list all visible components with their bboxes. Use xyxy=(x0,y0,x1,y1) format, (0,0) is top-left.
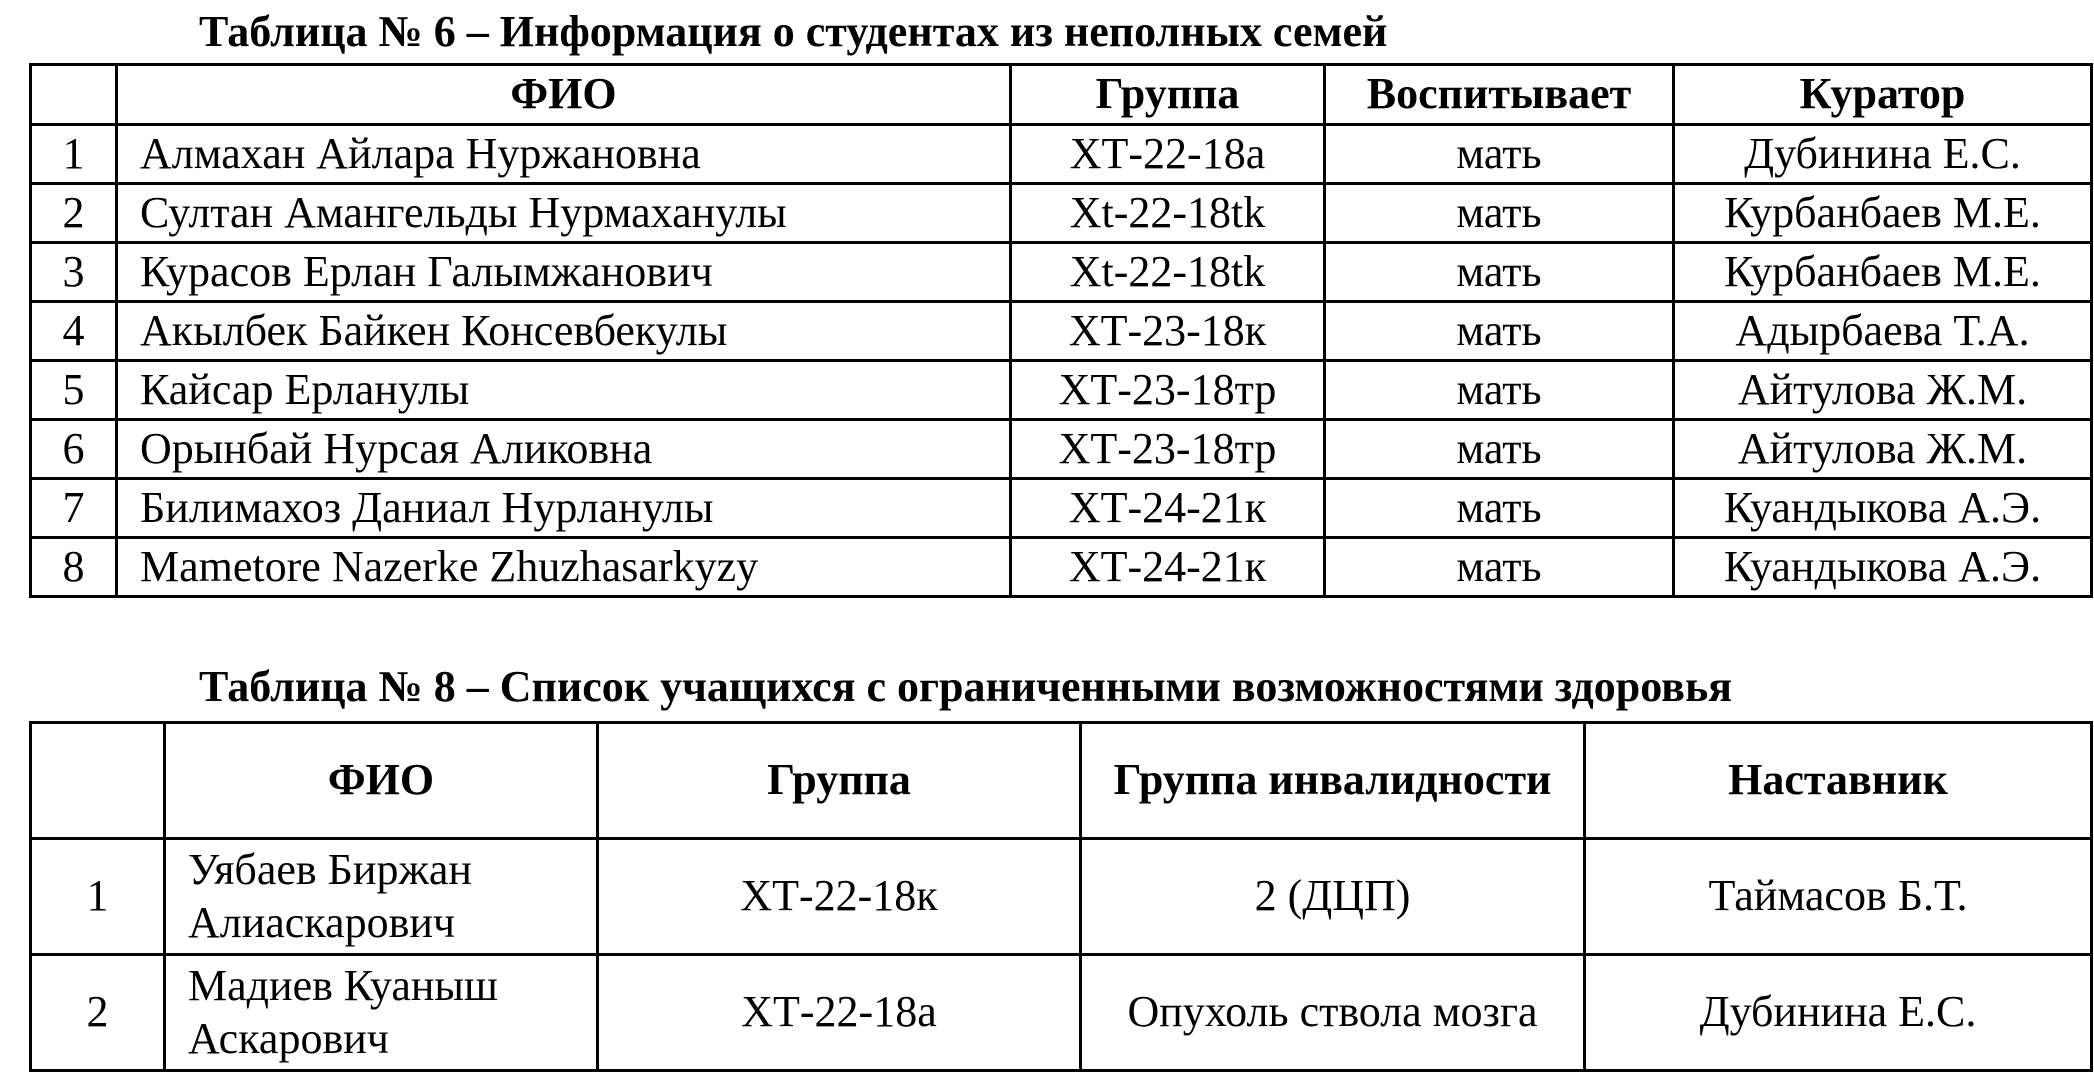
table-row xyxy=(31,302,2092,361)
header-curator: Куратор xyxy=(1674,65,2092,125)
row-number: 6 xyxy=(31,420,117,479)
row-number: 5 xyxy=(31,361,117,420)
header-full-name: ФИО xyxy=(165,723,598,839)
student-name: Султан Амангельды Нурмаханулы xyxy=(117,184,1011,243)
student-group: ХТ-23-18тр xyxy=(1011,420,1325,479)
raised-by: мать xyxy=(1325,302,1674,361)
table-row xyxy=(31,243,2092,302)
student-group: Xt-22-18tk xyxy=(1011,184,1325,243)
curator: Адырбаева Т.А. xyxy=(1674,302,2092,361)
table-disabled-students xyxy=(29,721,2093,1072)
raised-by: мать xyxy=(1325,184,1674,243)
student-group: ХТ-23-18к xyxy=(1011,302,1325,361)
table-6-caption: Таблица № 6 – Информация о студентах из неполных семей xyxy=(199,7,1388,56)
table-row xyxy=(31,184,2092,243)
header-disability-group: Группа инвалидности xyxy=(1081,723,1585,839)
row-number: 8 xyxy=(31,538,117,597)
row-number: 1 xyxy=(31,125,117,184)
header-number xyxy=(31,723,165,839)
mentor: Дубинина Е.С. xyxy=(1585,955,2092,1071)
student-group: ХТ-24-21к xyxy=(1011,479,1325,538)
row-number: 4 xyxy=(31,302,117,361)
table-header-row xyxy=(31,723,2092,839)
row-number: 3 xyxy=(31,243,117,302)
raised-by: мать xyxy=(1325,479,1674,538)
student-group: Xt-22-18tk xyxy=(1011,243,1325,302)
student-name: Mametore Nazerke Zhuzhasarkyzy xyxy=(117,538,1011,597)
raised-by: мать xyxy=(1325,125,1674,184)
student-group: ХТ-22-18а xyxy=(1011,125,1325,184)
disability-group: Опухоль ствола мозга xyxy=(1081,955,1585,1071)
table-row xyxy=(31,479,2092,538)
student-group: ХТ-22-18а xyxy=(598,955,1081,1071)
header-group: Группа xyxy=(1011,65,1325,125)
header-group: Группа xyxy=(598,723,1081,839)
curator: Курбанбаев М.Е. xyxy=(1674,184,2092,243)
student-name: Мадиев Куаныш Аскарович xyxy=(165,955,598,1071)
curator: Куандыкова А.Э. xyxy=(1674,538,2092,597)
row-number: 7 xyxy=(31,479,117,538)
student-name: Кайсар Ерланулы xyxy=(117,361,1011,420)
raised-by: мать xyxy=(1325,361,1674,420)
table-row xyxy=(31,420,2092,479)
table-row xyxy=(31,361,2092,420)
table-row xyxy=(31,955,2092,1071)
mentor: Таймасов Б.Т. xyxy=(1585,839,2092,955)
student-name: Орынбай Нурсая Аликовна xyxy=(117,420,1011,479)
student-name: Курасов Ерлан Галымжанович xyxy=(117,243,1011,302)
student-name: Билимахоз Даниал Нурланулы xyxy=(117,479,1011,538)
student-group: ХТ-23-18тр xyxy=(1011,361,1325,420)
table-row xyxy=(31,125,2092,184)
header-full-name: ФИО xyxy=(117,65,1011,125)
table-incomplete-families xyxy=(29,63,2093,598)
student-name: Алмахан Айлара Нуржановна xyxy=(117,125,1011,184)
raised-by: мать xyxy=(1325,538,1674,597)
student-name: Уябаев Биржан Алиаскарович xyxy=(165,839,598,955)
header-raised-by: Воспитывает xyxy=(1325,65,1674,125)
header-number xyxy=(31,65,117,125)
row-number: 1 xyxy=(31,839,165,955)
disability-group: 2 (ДЦП) xyxy=(1081,839,1585,955)
curator: Айтулова Ж.М. xyxy=(1674,420,2092,479)
row-number: 2 xyxy=(31,955,165,1071)
student-group: ХТ-24-21к xyxy=(1011,538,1325,597)
table-8-caption: Таблица № 8 – Список учащихся с ограниченными возможностями здоровья xyxy=(199,662,1733,711)
table-row xyxy=(31,839,2092,955)
raised-by: мать xyxy=(1325,243,1674,302)
table-header-row xyxy=(31,65,2092,125)
curator: Дубинина Е.С. xyxy=(1674,125,2092,184)
table-row xyxy=(31,538,2092,597)
student-name: Акылбек Байкен Консевбекулы xyxy=(117,302,1011,361)
raised-by: мать xyxy=(1325,420,1674,479)
student-group: ХТ-22-18к xyxy=(598,839,1081,955)
curator: Курбанбаев М.Е. xyxy=(1674,243,2092,302)
header-mentor: Наставник xyxy=(1585,723,2092,839)
curator: Куандыкова А.Э. xyxy=(1674,479,2092,538)
row-number: 2 xyxy=(31,184,117,243)
curator: Айтулова Ж.М. xyxy=(1674,361,2092,420)
